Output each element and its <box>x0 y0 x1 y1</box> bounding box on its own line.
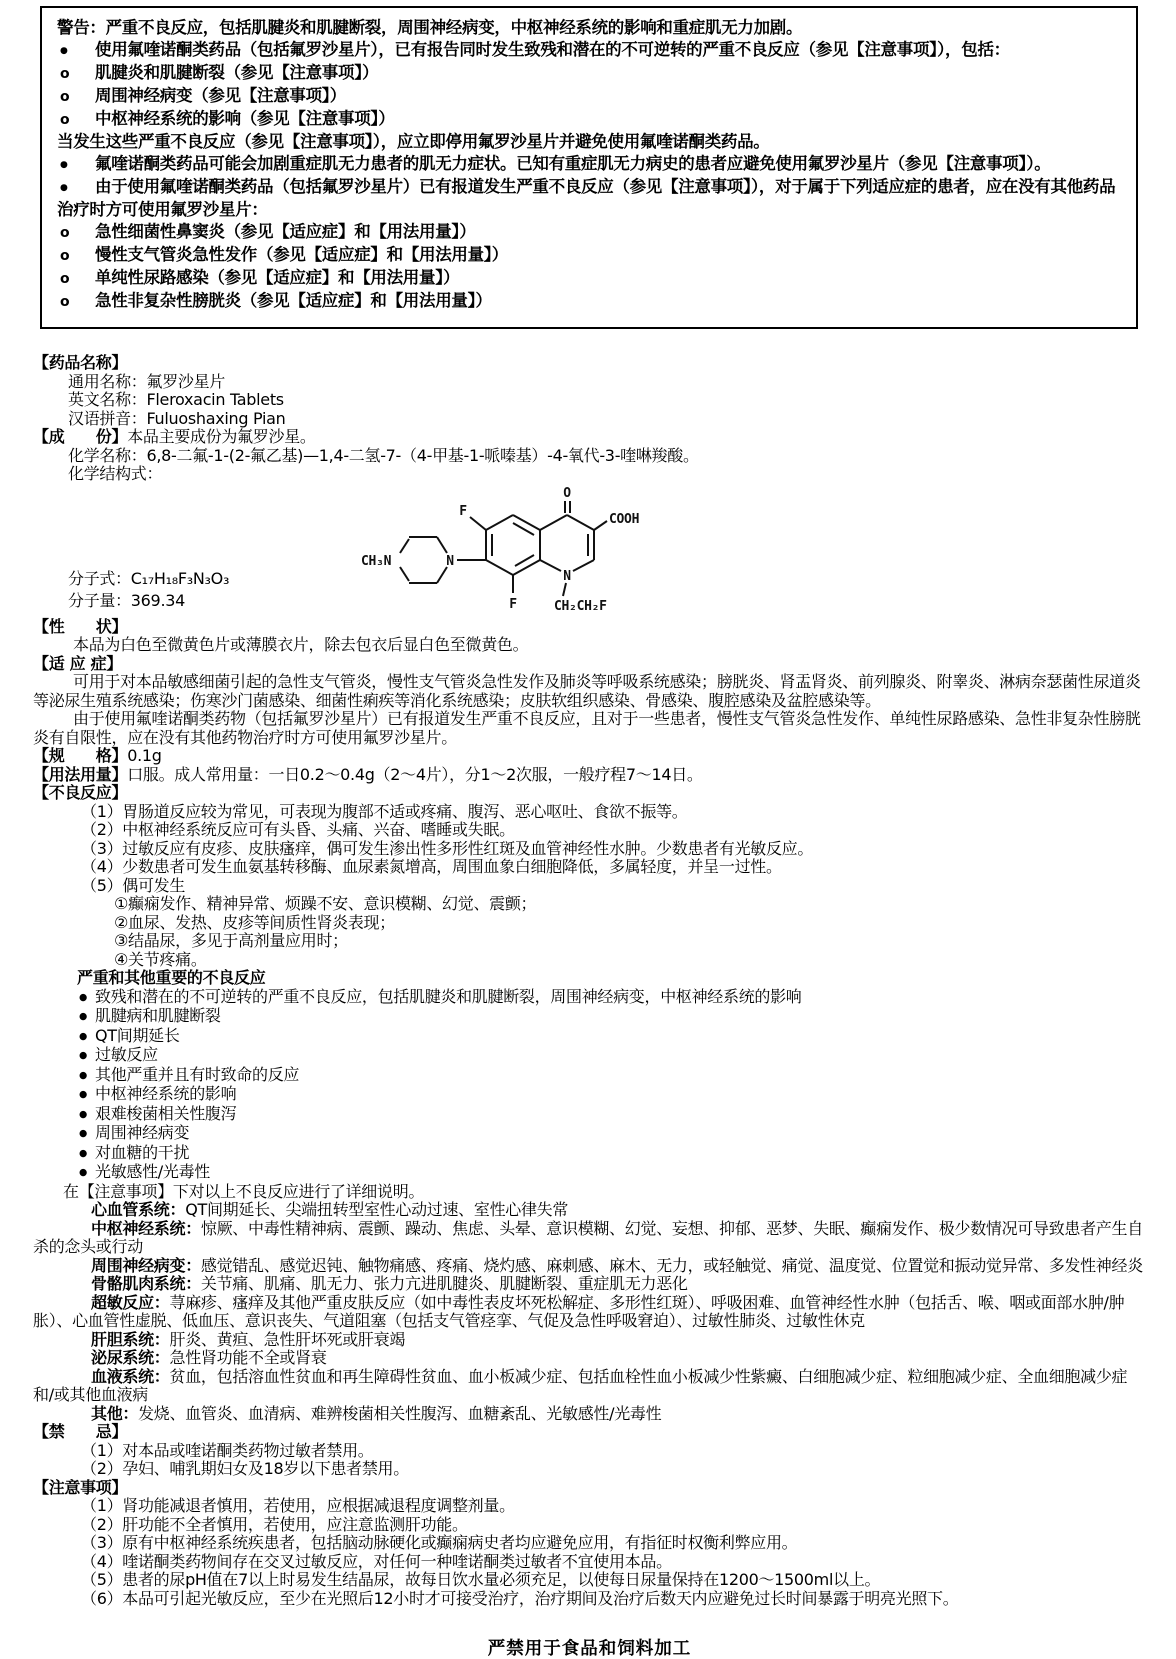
warning-item-text: 急性细菌性鼻窦炎（参见【适应症】和【用法用量】） <box>95 222 476 241</box>
system-text: 感觉错乱、感觉迟钝、触物痛感、疼痛、烧灼感、麻刺感、麻木、无力，或轻触觉、痛觉、温度觉、位置觉和振动觉异常、多发性神经炎 <box>200 1255 1143 1275</box>
bullet-icon: ● <box>79 1108 87 1120</box>
bullet-icon: ● <box>79 1050 87 1061</box>
system-label: 其他： <box>91 1403 139 1423</box>
bullet-text: 周围神经病变 <box>95 1123 190 1142</box>
serious-adverse-bullet <box>33 1007 1146 1027</box>
serious-adverse-bullet <box>33 1163 1146 1183</box>
section-header-indications: 【适 应 症】 <box>33 653 123 673</box>
system-label: 心血管系统： <box>91 1200 186 1219</box>
bullet-text: 过敏反应 <box>95 1045 158 1064</box>
indications-paragraph: 可用于对本品敏感细菌引起的急性支气管炎，慢性支气管炎急性发作及肺炎等呼吸系统感染；膀胱炎、肾盂肾炎、前列腺炎、附睾炎、淋病奈瑟菌性尿道炎等泌尿生殖系统感染；伤寒沙门菌感染、细菌性痢疾等消化系统感染；皮肤软组织感染、骨感染、腹腔感染及盆腔感染等。 <box>33 672 1141 710</box>
section-header-adverse: 【不良反应】 <box>33 783 128 802</box>
open-bullet-icon: o <box>60 225 70 241</box>
properties-text: 本品为白色至微黄色片或薄膜衣片，除去包衣后显白色至微黄色。 <box>73 635 529 654</box>
warning-item <box>57 267 1122 290</box>
composition-text: 本品主要成份为氟罗沙星。 <box>127 427 316 446</box>
system-reaction <box>33 1294 1146 1331</box>
bullet-text: 致残和潜在的不可逆转的严重不良反应，包括肌腱炎和肌腱断裂，周围神经病变，中枢神经系统的影响 <box>95 986 802 1006</box>
insert-body <box>0 329 1176 1659</box>
chemical-structure-block <box>33 484 1146 618</box>
fluorine-top-label: F <box>459 503 467 519</box>
system-text: 贫血，包括溶血性贫血和再生障碍性贫血、血小板减少症、包括血栓性血小板减少性紫癜、白细胞减少症、粒细胞减少症、全血细胞减少症和/或其他血液病 <box>33 1366 1128 1404</box>
precaution-item: （1）肾功能减退者慎用，若使用，应根据减退程度调整剂量。 <box>81 1496 515 1515</box>
serious-adverse-bullet <box>33 1046 1146 1066</box>
bullet-text: 其他严重并且有时致命的反应 <box>95 1064 300 1084</box>
indications-paragraph: 由于使用氟喹诺酮类药物（包括氟罗沙星片）已有报道发生严重不良反应，且对于一些患者，慢性支气管炎急性发作、单纯性尿路感染、急性非复杂性膀胱炎有自限性，应在没有其他药物治疗时方可使用氟罗沙星片。 <box>33 709 1141 747</box>
fluorine-bottom-label: F <box>509 596 517 612</box>
system-label: 超敏反应： <box>91 1292 170 1312</box>
generic-name: 通用名称：氟罗沙星片 <box>68 371 226 391</box>
footer-statement: 严禁用于食品和饲料加工 <box>487 1639 692 1659</box>
warning-item-text: 急性非复杂性膀胱炎（参见【适应症】和【用法用量】） <box>95 291 492 310</box>
ring-nitrogen-label: N <box>563 568 571 584</box>
section-spec <box>33 747 1146 766</box>
serious-adverse-bullet <box>33 1066 1146 1086</box>
warning-item <box>57 290 1122 313</box>
serious-adverse-bullet <box>33 1027 1146 1047</box>
boxed-warning <box>40 6 1138 329</box>
adverse-subitem: ①癫痫发作、精神异常、烦躁不安、意识模糊、幻觉、震颤； <box>114 894 537 913</box>
package-insert-page <box>0 6 1176 1659</box>
section-header-spec: 【规 格】 <box>33 746 128 765</box>
system-reaction <box>33 1220 1146 1257</box>
filled-bullet-icon: ● <box>60 46 68 56</box>
system-reaction <box>33 1368 1146 1405</box>
warning-item-text: 肌腱炎和肌腱断裂（参见【注意事项】） <box>95 63 379 82</box>
system-reaction <box>33 1405 1146 1424</box>
warning-item <box>57 153 1122 176</box>
system-label: 血液系统： <box>91 1366 170 1386</box>
bullet-icon: ● <box>79 1167 87 1178</box>
warning-text-flush: 当发生这些严重不良反应（参见【注意事项】），应立即停用氟罗沙星片并避免使用氟喹诺酮类药品。 <box>57 132 770 151</box>
serious-adverse-bullet <box>33 1124 1146 1144</box>
filled-bullet-icon: ● <box>60 183 68 193</box>
precaution-item: （5）患者的尿pH值在7以上时易发生结晶尿，故每日饮水量必须充足，以使每日尿量保持在1200～1500ml以上。 <box>81 1570 881 1589</box>
structure-label: 化学结构式： <box>68 464 163 483</box>
piperazine-nitrogen-label: N <box>446 553 454 569</box>
bullet-text: 对血糖的干扰 <box>95 1142 190 1162</box>
warning-item-text: 周围神经病变（参见【注意事项】） <box>95 86 346 105</box>
pinyin-name: 汉语拼音：Fuluoshaxing Pian <box>68 408 286 428</box>
system-label: 肝胆系统： <box>91 1329 170 1349</box>
adverse-note: 在【注意事项】下对以上不良反应进行了详细说明。 <box>63 1181 425 1201</box>
adverse-item: （2）中枢神经系统反应可有头昏、头痛、兴奋、嗜睡或失眠。 <box>81 820 515 839</box>
system-reaction <box>33 1201 1146 1220</box>
section-header-precautions: 【注意事项】 <box>33 1477 128 1497</box>
adverse-subitem: ③结晶尿，多见于高剂量应用时； <box>114 931 348 950</box>
system-reaction <box>33 1257 1146 1276</box>
adverse-subitem: ②血尿、发热、皮疹等间质性肾炎表现； <box>114 912 395 932</box>
open-bullet-icon: o <box>60 271 70 287</box>
warning-item <box>57 39 1122 62</box>
system-label: 周围神经病变： <box>91 1255 201 1275</box>
warning-item-text: 慢性支气管炎急性发作（参见【适应症】和【用法用量】） <box>95 245 508 264</box>
warning-item-text: 中枢神经系统的影响（参见【注意事项】） <box>95 109 395 128</box>
chemical-structure-drawing <box>356 484 671 616</box>
section-header-composition: 【成 份】 <box>33 427 128 446</box>
spec-value: 0.1g <box>127 746 162 765</box>
precaution-item: （2）肝功能不全者慎用，若使用，应注意监测肝功能。 <box>81 1514 468 1534</box>
adverse-item: （3）过敏反应有皮疹、皮肤瘙痒，偶可发生渗出性多形性红斑及血管神经性水肿。少数患者有光敏反应。 <box>81 838 814 858</box>
english-name: 英文名称：Fleroxacin Tablets <box>68 390 284 409</box>
precaution-item: （4）喹诺酮类药物间存在交叉过敏反应，对任何一种喹诺酮类过敏者不宜使用本品。 <box>81 1551 672 1571</box>
system-label: 泌尿系统： <box>91 1348 170 1367</box>
open-bullet-icon: o <box>60 294 70 310</box>
serious-adverse-bullet <box>33 1105 1146 1125</box>
system-text: 关节痛、肌痛、肌无力、张力亢进肌腱炎、肌腱断裂、重症肌无力恶化 <box>200 1274 688 1293</box>
bullet-text: 肌腱病和肌腱断裂 <box>95 1006 221 1025</box>
adverse-item: （5）偶可发生 <box>81 875 186 895</box>
warning-item <box>57 176 1122 221</box>
warning-item-text: 单纯性尿路感染（参见【适应症】和【用法用量】） <box>95 268 460 287</box>
bullet-icon: ● <box>79 1069 87 1081</box>
methyl-nitrogen-label: CH₃N <box>361 553 392 569</box>
contraindication-item: （1）对本品或喹诺酮类药物过敏者禁用。 <box>81 1440 374 1460</box>
system-text: 急性肾功能不全或肾衰 <box>169 1348 327 1367</box>
open-bullet-icon: o <box>60 248 70 264</box>
warning-title: 警告：严重不良反应，包括肌腱炎和肌腱断裂，周围神经病变，中枢神经系统的影响和重症肌无力加剧。 <box>57 18 803 37</box>
section-dosage <box>33 766 1146 785</box>
bullet-icon: ● <box>79 1011 87 1022</box>
bullet-icon: ● <box>79 1128 87 1139</box>
bullet-icon: ● <box>79 1147 87 1159</box>
bullet-icon: ● <box>79 1089 87 1100</box>
adverse-item: （4）少数患者可发生血氨基转移酶、血尿素氮增高，周围血象白细胞降低，多属轻度，并呈一过性。 <box>81 857 782 876</box>
precaution-item: （6）本品可引起光敏反应，至少在光照后12小时才可接受治疗，治疗期间及治疗后数天内应避免过长时间暴露于明亮光照下。 <box>81 1588 959 1608</box>
system-text: 惊厥、中毒性精神病、震颤、躁动、焦虑、头晕、意识模糊、幻觉、妄想、抑郁、恶梦、失眠、癫痫发作、极少数情况可导致患者产生自杀的念头或行动 <box>33 1218 1143 1256</box>
carboxyl-label: COOH <box>609 511 640 527</box>
warning-item <box>57 62 1122 85</box>
warning-item-text: 使用氟喹诺酮类药品（包括氟罗沙星片），已有报告同时发生致残和潜在的不可逆转的严重不良反应（参见【注意事项】），包括： <box>95 40 1010 59</box>
bullet-text: 光敏感性/光毒性 <box>95 1162 210 1181</box>
system-label: 中枢神经系统： <box>91 1218 201 1238</box>
open-bullet-icon: o <box>60 89 70 105</box>
warning-item <box>57 244 1122 267</box>
bullet-text: QT间期延长 <box>95 1025 180 1045</box>
fluoroethyl-chain-label: CH₂CH₂F <box>554 598 607 614</box>
contraindication-item: （2）孕妇、哺乳期妇女及18岁以下患者禁用。 <box>81 1459 409 1478</box>
dosage-text: 口服。成人常用量：一日0.2～0.4g（2～4片），分1～2次服，一般疗程7～14日。 <box>127 764 703 784</box>
open-bullet-icon: o <box>60 66 70 82</box>
keto-oxygen-label: O <box>563 485 571 501</box>
adverse-item: （1）胃肠道反应较为常见，可表现为腹部不适或疼痛、腹泻、恶心呕吐、食欲不振等。 <box>81 801 688 821</box>
section-header-dosage: 【用法用量】 <box>33 764 128 784</box>
serious-adverse-bullet <box>33 1085 1146 1105</box>
section-header-properties: 【性 状】 <box>33 616 128 636</box>
molecular-weight: 分子量：369.34 <box>68 590 185 610</box>
system-label: 骨骼肌肉系统： <box>91 1274 201 1293</box>
system-text: 荨麻疹、瘙痒及其他严重皮肤反应（如中毒性表皮坏死松解症、多形性红斑）、呼吸困难、血管神经性水肿（包括舌、喉、咽或面部水肿/肿胀）、心血管性虚脱、低血压、意识丧失、气道阻塞（包括支气管痉挛、气促及急性呼吸窘迫）、过敏性肺炎、过敏性休克 <box>33 1292 1125 1330</box>
molecular-formula: 分子式：C₁₇H₁₈F₃N₃O₃ <box>68 568 230 588</box>
section-header-drug-name: 【药品名称】 <box>33 353 128 372</box>
adverse-subitem: ④关节疼痛。 <box>114 949 207 969</box>
system-reaction <box>33 1349 1146 1368</box>
system-reaction <box>33 1331 1146 1350</box>
bullet-text: 艰难梭菌相关性腹泻 <box>95 1103 237 1123</box>
bullet-icon: ● <box>79 991 87 1003</box>
system-text: 发烧、血管炎、血清病、难辨梭菌相关性腹泻、血糖紊乱、光敏感性/光毒性 <box>138 1403 662 1423</box>
chemical-name: 化学名称：6,8-二氟-1-(2-氟乙基)—1,4-二氢-7-（4-甲基-1-哌嗪基）-4-氧代-3-喹啉羧酸。 <box>68 445 699 465</box>
serious-adverse-header: 严重和其他重要的不良反应 <box>77 968 266 987</box>
warning-item-text: 由于使用氟喹诺酮类药品（包括氟罗沙星片）已有报道发生严重不良反应（参见【注意事项】），对于属于下列适应症的患者，应在没有其他药品治疗时方可使用氟罗沙星片： <box>57 177 1116 219</box>
bullet-text: 中枢神经系统的影响 <box>95 1084 237 1103</box>
precaution-item: （3）原有中枢神经系统疾患者，包括脑动脉硬化或癫痫病史者均应避免应用，有指征时权衡利弊应用。 <box>81 1533 798 1552</box>
system-text: QT间期延长、尖端扭转型室性心动过速、室性心律失常 <box>185 1200 569 1219</box>
bullet-icon: ● <box>79 1030 87 1042</box>
formula-block <box>68 568 229 612</box>
section-composition <box>33 428 1146 447</box>
serious-adverse-bullet <box>33 1144 1146 1164</box>
section-header-contraindications: 【禁 忌】 <box>33 1422 128 1441</box>
warning-item <box>57 221 1122 244</box>
warning-item <box>57 85 1122 108</box>
system-text: 肝炎、黄疸、急性肝坏死或肝衰竭 <box>169 1329 406 1349</box>
system-reaction <box>33 1275 1146 1294</box>
filled-bullet-icon: ● <box>60 160 68 170</box>
serious-adverse-bullet <box>33 988 1146 1008</box>
warning-item-text: 氟喹诺酮类药品可能会加剧重症肌无力患者的肌无力症状。已知有重症肌无力病史的患者应避免使用氟罗沙星片（参见【注意事项】）。 <box>95 154 1051 173</box>
warning-item <box>57 108 1122 131</box>
open-bullet-icon: o <box>60 112 70 128</box>
